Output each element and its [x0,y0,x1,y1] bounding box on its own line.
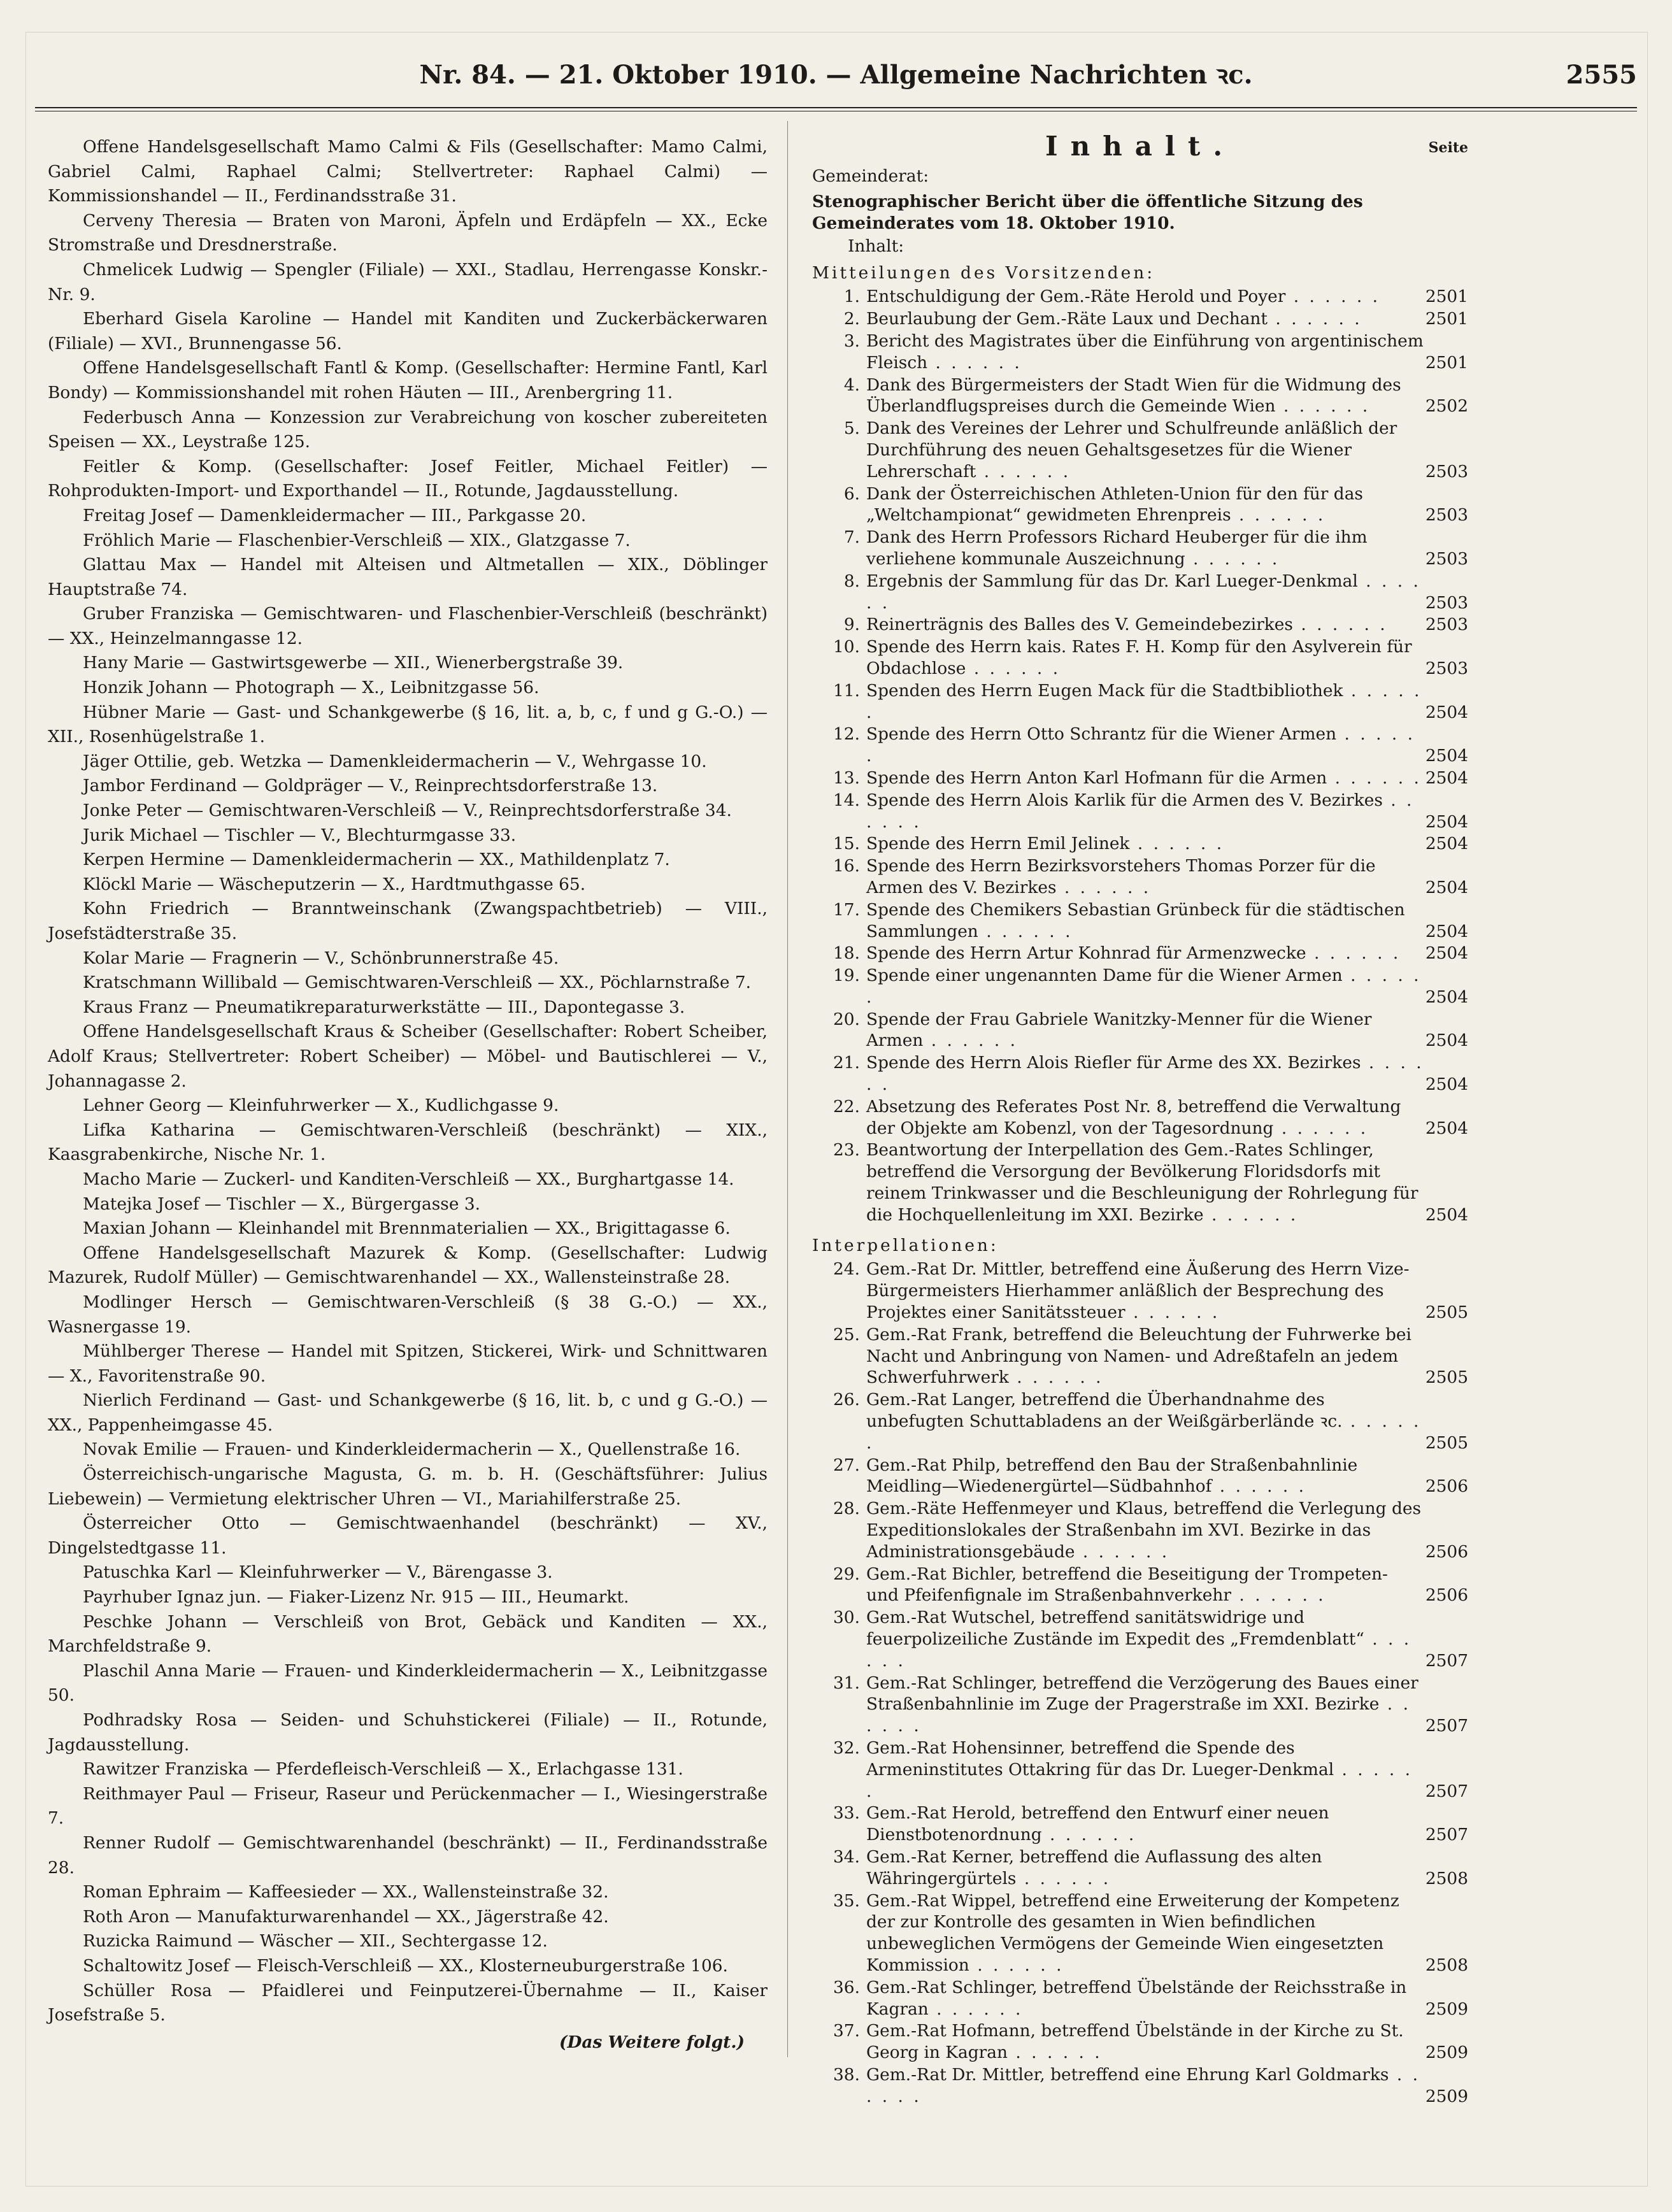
toc-item-number: 36. [833,1977,860,1997]
registry-entry: Reithmayer Paul — Friseur, Raseur und Perückenmacher — I., Wiesingerstraße 7. [48,1783,768,1829]
toc-item [812,308,1468,330]
toc-item [812,1890,1468,1976]
toc-leader-dots: . . . . . . [1231,1585,1326,1606]
toc-leader-dots: . . . . . . [1056,877,1152,897]
registry-entry: Macho Marie — Zuckerl- und Kanditen-Verschleiß — XX., Burghartgasse 14. [83,1169,734,1189]
registry-entry: Jurik Michael — Tischler — V., Blechturmgasse 33. [83,825,517,845]
toc-item-text [866,483,1425,527]
toc-item-page: 2508 [1425,1868,1468,1888]
toc-item-text [866,1607,1425,1671]
toc-item-title: Spende des Herrn kais. Rates F. H. Komp für den Asylverein für Obdachlose [866,637,1412,678]
toc-item-number: 28. [833,1499,860,1519]
toc-leader-dots: . . . . . . [1008,1367,1104,1388]
toc-item [812,571,1468,614]
toc-item-text [866,2020,1425,2064]
toc-item-title: Gem.-Räte Heffenmeyer und Klaus, betreffend die Verlegung des Expeditionslokales der Straßenbahn im XVI. Bezirke in das Administrationsgebäude [866,1499,1421,1562]
toc-item-page: 2507 [1425,1825,1468,1845]
toc-item-page: 2505 [1425,1367,1468,1388]
toc-item [812,833,1468,855]
toc-leader-dots: . . . . . . [866,1629,1412,1671]
toc-item-text [866,286,1425,308]
toc-item-text [866,899,1425,943]
toc-item-title: Gem.-Rat Philp, betreffend den Bau der Straßenbahnlinie Meidling—Wiedenergürtel—Südbahnhof [866,1455,1358,1497]
toc-item-title: Gem.-Rat Wippel, betreffend eine Erweiterung der Kompetenz der zur Kontrolle des gesamten in Wien befindlichen unbeweglichen Vermögens der Gemeinde Wien eingesetzten Kommission [866,1890,1399,1975]
toc-item [812,1846,1468,1890]
toc-item-title: Gem.-Rat Langer, betreffend die Überhandnahme des unbefugten Schuttabladens an der Weißgärberlände ꝛc. [866,1390,1343,1432]
toc-group-interpellationen [812,1235,1468,2108]
toc-item-number: 4. [843,375,860,395]
toc-item-number: 23. [833,1140,860,1160]
toc-item-page: 2509 [1425,1999,1468,2019]
toc-list [812,286,1468,1225]
toc-item-text [866,1890,1425,1976]
registry-entry: Kratschmann Willibald — Gemischtwaren-Verschleiß — XX., Pöchlarnstraße 7. [83,973,751,993]
report-title: Stenographischer Bericht über die öffentliche Sitzung des Gemeinderates vom 18. Oktober 1910. [812,191,1363,233]
toc-item [812,1564,1468,1607]
toc-leader-dots: . . . . . . [1075,1541,1170,1562]
toc-item-page: 2504 [1425,1204,1468,1225]
toc-item-page: 2506 [1425,1541,1468,1562]
registry-entry: Federbusch Anna — Konzession zur Verabreichung von koscher zubereiteten Speisen — XX., Leystraße 125. [48,407,768,452]
toc-item-page: 2504 [1425,702,1468,722]
toc-list [812,1259,1468,2107]
toc-item-title: Entschuldigung der Gem.-Räte Herold und Poyer [866,287,1286,307]
registry-entry: Hany Marie — Gastwirtsgewerbe — XII., Wienerbergstraße 39. [83,653,624,673]
toc-item-title: Spende des Herrn Alois Riefler für Arme des XX. Bezirkes [866,1053,1361,1073]
registry-entry: Fröhlich Marie — Flaschenbier-Verschleiß — XIX., Glatzgasse 7. [83,530,631,550]
registry-entry: Klöckl Marie — Wäscheputzerin — X., Hardtmuthgasse 65. [83,874,586,894]
toc-leader-dots: . . . . . . [1268,309,1362,329]
toc-item-page: 2504 [1425,834,1468,854]
toc-item [812,790,1468,833]
toc-item-number: 34. [833,1846,860,1867]
registry-entry: Mühlberger Therese — Handel mit Spitzen, Stickerei, Wirk- und Schnittwaren — X., Favoritenstraße 90. [48,1341,768,1386]
toc-item [812,527,1468,570]
toc-leader-dots: . . . . . . [1008,2043,1103,2063]
toc-item [812,1673,1468,1737]
registry-entry: Schüller Rosa — Pfaidlerei und Feinputzerei-Übernahme — II., Kaiser Josefstraße 5. [48,1980,768,2025]
toc-leader-dots: . . . . . . [966,658,1061,678]
toc-leader-dots: . . . . . . [1273,1118,1369,1138]
toc-item-text [866,1009,1425,1052]
toc-leader-dots: . . . . . . [978,921,1073,941]
toc-item-number: 24. [833,1259,860,1280]
toc-item-number: 9. [843,615,860,635]
toc-item [812,1455,1468,1498]
toc-item-number: 33. [833,1803,860,1823]
toc-item [812,375,1468,418]
continued-note: (Das Weitere folgt.) [559,2032,745,2052]
toc-leader-dots: . . . . . . [1203,1204,1299,1225]
toc-item-number: 35. [833,1890,860,1911]
toc-item-number: 18. [833,943,860,964]
toc-item-number: 25. [833,1324,860,1345]
toc-item [812,1096,1468,1139]
toc-item-page: 2504 [1425,767,1468,788]
toc-item [812,1052,1468,1095]
registry-entry: Rawitzer Franziska — Pferdefleisch-Verschleiß — X., Erlachgasse 131. [83,1759,683,1780]
toc-item-page: 2507 [1425,1781,1468,1801]
toc-leader-dots: . . . . . . [1016,1868,1111,1888]
toc-item-page: 2505 [1425,1302,1468,1323]
registry-entry: Kohn Friedrich — Branntweinschank (Zwangspachtbetrieb) — VIII., Josefstädterstraße 35. [48,899,768,943]
toc-leader-dots: . . . . . . [866,1411,1422,1453]
toc-item-number: 27. [833,1455,860,1475]
toc-item-page: 2504 [1425,1074,1468,1095]
toc-item-number: 22. [833,1096,860,1117]
toc-item-title: Dank des Vereines der Lehrer und Schulfreunde anläßlich der Durchführung des neuen Gehaltsgesetzes für die Wiener Lehrerschaft [866,418,1397,482]
toc-item-number: 5. [843,418,860,439]
toc-item-title: Beantwortung der Interpellation des Gem.-Rates Schlinger, betreffend die Versorgung der Bevölkerung Floridsdorfs mit reinem Trinkwasser und die Beschleunigung der Rohrlegung für die Hochquellenleitung im XXI. Bezirke [866,1140,1418,1225]
toc-leader-dots: . . . . . . [969,1955,1064,1975]
toc-item-number: 6. [843,483,860,504]
registry-entry: Payrhuber Ignaz jun. — Fiaker-Lizenz Nr. 915 — III., Heumarkt. [83,1587,629,1608]
toc-item-text [866,331,1425,374]
toc-leader-dots: . . . . . . [1211,1476,1307,1497]
toc-item [812,1607,1468,1671]
registry-entry: Chmelicek Ludwig — Spengler (Filiale) — XXI., Stadlau, Herrengasse Konskr.-Nr. 9. [48,259,768,304]
registry-entry: Plaschil Anna Marie — Frauen- und Kinderkleidermacherin — X., Leibnitzgasse 50. [48,1660,768,1706]
toc-leader-dots: . . . . . . [1129,834,1225,854]
toc-item-page: 2502 [1425,396,1468,417]
toc-item-text [866,1096,1425,1139]
toc-item [812,286,1468,308]
toc-item-title: Gem.-Rat Dr. Mittler, betreffend eine Ehrung Karl Goldmarks [866,2064,1389,2085]
toc-item-title: Spende des Herrn Alois Karlik für die Armen des V. Bezirkes [866,790,1383,810]
toc-item-page: 2504 [1425,1118,1468,1138]
registry-entry: Offene Handelsgesellschaft Mazurek & Komp. (Gesellschafter: Ludwig Mazurek, Rudolf Müller) — Gemischtwarenhandel — XX., Wallensteinstraße 28. [48,1243,768,1288]
registry-entry: Freitag Josef — Damenkleidermacher — III., Parkgasse 20. [83,505,587,525]
toc-item [812,1009,1468,1052]
header-title: Nr. 84. — 21. Oktober 1910. — Allgemeine Nachrichten ꝛc. [419,60,1253,90]
toc-item-text [866,375,1425,418]
toc-item-page: 2501 [1425,352,1468,373]
registry-entry: Maxian Johann — Kleinhandel mit Brennmaterialien — XX., Brigittagasse 6. [83,1218,731,1239]
toc-item-text [866,1977,1425,2020]
toc-item-text [866,1802,1425,1846]
registry-entry: Cerveny Theresia — Braten von Maroni, Äpfeln und Erdäpfeln — XX., Ecke Stromstraße und Dresdnerstraße. [48,210,768,255]
registry-entry: Kolar Marie — Fragnerin — V., Schönbrunnerstraße 45. [83,948,559,968]
toc-item-text [866,790,1425,833]
toc-item-title: Spende der Frau Gabriele Wanitzky-Menner für die Wiener Armen [866,1009,1372,1051]
toc-item [812,1139,1468,1225]
table-of-contents [812,129,1468,2108]
registry-entry: Patuschka Karl — Kleinfuhrwerker — V., Bärengasse 3. [83,1562,553,1583]
toc-item-page: 2504 [1425,987,1468,1007]
registry-entry: Novak Emilie — Frauen- und Kinderkleidermacherin — X., Quellenstraße 16. [83,1439,741,1460]
toc-leader-dots: . . . . . . [866,571,1421,613]
toc-item-title: Bericht des Magistrates über die Einführung von argentinischem Fleisch [866,331,1424,373]
toc-item-number: 7. [843,527,860,548]
toc-item [812,1389,1468,1453]
toc-item-text [866,614,1425,636]
toc-item [812,965,1468,1008]
toc-item-text [866,308,1425,330]
toc-leader-dots: . . . . . . [1275,396,1371,417]
registry-entry: Kraus Franz — Pneumatikreparaturwerkstätte — III., Dapontegasse 3. [83,997,685,1017]
toc-item-number: 13. [833,767,860,788]
toc-leader-dots: . . . . . . [866,724,1416,766]
toc-item-page: 2509 [1425,2086,1468,2106]
toc-item-number: 16. [833,856,860,876]
toc-item-number: 2. [843,309,860,329]
toc-item-title: Spende des Chemikers Sebastian Grünbeck für die städtischen Sammlungen [866,899,1405,941]
registry-entry: Honzik Johann — Photograph — X., Leibnitzgasse 56. [83,678,539,698]
toc-item-number: 38. [833,2064,860,2085]
toc-item-text [866,1052,1425,1095]
toc-page-label: Seite [1428,139,1468,156]
toc-item-page: 2503 [1425,658,1468,678]
registry-entry: Peschke Johann — Verschleiß von Brot, Gebäck und Kanditen — XX., Marchfeldstraße 9. [48,1611,768,1657]
toc-leader-dots: . . . . . . [1185,548,1280,569]
section-label: Gemeinderat: [812,166,929,186]
toc-item-number: 21. [833,1053,860,1073]
toc-item-title: Gem.-Rat Hofmann, betreffend Übelstände in der Kirche zu St. Georg in Kagran [866,2021,1404,2063]
toc-leader-dots: . . . . . . [866,1694,1411,1736]
toc-item-text [866,1455,1425,1498]
toc-item-title: Beurlaubung der Gem.-Räte Laux und Dechant [866,309,1268,329]
registry-entry: Roman Ephraim — Kaffeesieder — XX., Wallensteinstraße 32. [83,1882,609,1902]
toc-item-title: Gem.-Rat Frank, betreffend die Beleuchtung der Fuhrwerke bei Nacht und Anbringung von Namen- und Adreßtafeln an jedem Schwerfuhrwerk [866,1324,1411,1388]
toc-item [812,2064,1468,2108]
toc-item-page: 2504 [1425,746,1468,766]
toc-leader-dots: . . . . . . [1231,505,1326,525]
header-rule [35,107,1637,111]
toc-item-text [866,418,1425,482]
toc-item-page: 2503 [1425,505,1468,525]
toc-item-page: 2507 [1425,1650,1468,1671]
toc-leader-dots: . . . . . . [866,966,1422,1007]
toc-item-page: 2509 [1425,2043,1468,2063]
toc-leader-dots: . . . . . . [927,352,1022,373]
toc-item-text [866,2064,1425,2108]
toc-item-text [866,1673,1425,1737]
registry-entry: Österreichisch-ungarische Magusta, G. m. b. H. (Geschäftsführer: Julius Liebewein) — Vermietung elektrischer Uhren — VI., Mariahilferstraße 25. [48,1464,768,1509]
toc-group-mitteilungen [812,262,1468,1226]
toc-item-title: Gem.-Rat Dr. Mittler, betreffend eine Äußerung des Herrn Vize-Bürgermeisters Hierhammer anläßlich der Besprechung des Projektes einer Sanitätssteuer [866,1259,1410,1323]
toc-item [812,899,1468,943]
toc-item-number: 32. [833,1737,860,1758]
registry-entry: Österreicher Otto — Gemischtwaenhandel (beschränkt) — XV., Dingelstedtgasse 11. [48,1513,768,1558]
toc-item-page: 2505 [1425,1432,1468,1453]
registry-entry: Jambor Ferdinand — Goldpräger — V., Reinprechtsdorferstraße 13. [83,776,658,796]
toc-item-text [866,855,1425,899]
inhalt-label: Inhalt: [848,236,904,256]
toc-item-number: 10. [833,637,860,657]
registry-entry: Lehner Georg — Kleinfuhrwerker — X., Kudlichgasse 9. [83,1095,559,1116]
toc-item [812,1977,1468,2020]
toc-item-number: 11. [833,680,860,701]
toc-item-number: 30. [833,1608,860,1628]
toc-leader-dots: . . . . . . [976,461,1071,482]
toc-leader-dots: . . . . . . [866,790,1415,832]
toc-item-number: 19. [833,966,860,986]
toc-item-text [866,680,1425,724]
toc-item-text [866,1139,1425,1225]
toc-item-page: 2501 [1425,309,1468,329]
toc-item-number: 14. [833,790,860,810]
registry-entry: Renner Rudolf — Gemischtwarenhandel (beschränkt) — II., Ferdinandsstraße 28. [48,1832,768,1878]
registry-entry: Hübner Marie — Gast- und Schankgewerbe (§ 16, lit. a, b, c, f und g G.-O.) — XII., Rosenhügelstraße 1. [48,702,768,747]
toc-item-number: 31. [833,1673,860,1693]
toc-item-page: 2503 [1425,615,1468,635]
toc-item-text [866,724,1425,767]
toc-item-text [866,1324,1425,1388]
page-header [35,50,1637,101]
registry-entry: Matejka Josef — Tischler — X., Bürgergasse 3. [83,1194,481,1214]
registry-entry: Modlinger Hersch — Gemischtwaren-Verschleiß (§ 38 G.-O.) — XX., Wasnergasse 19. [48,1292,768,1337]
toc-item-page: 2506 [1425,1585,1468,1606]
toc-item-title: Spende des Herrn Emil Jelinek [866,834,1130,854]
toc-item-title: Absetzung des Referates Post Nr. 8, betreffend die Verwaltung der Objekte am Kobenzl, von der Tagesordnung [866,1096,1401,1138]
toc-item [812,614,1468,636]
toc-item [812,943,1468,964]
toc-item-title: Spende des Herrn Artur Kohnrad für Armenzwecke [866,943,1306,964]
registry-entry: Lifka Katharina — Gemischtwaren-Verschleiß (beschränkt) — XIX., Kaasgrabenkirche, Nische Nr. 1. [48,1120,768,1165]
toc-item [812,855,1468,899]
toc-item-title: Spende einer ungenannten Dame für die Wiener Armen [866,966,1343,986]
toc-item-page: 2501 [1425,287,1468,307]
registry-entries [48,135,768,2028]
toc-item-page: 2504 [1425,921,1468,941]
toc-item-text [866,1737,1425,1802]
toc-item-number: 3. [843,331,860,351]
registry-entry: Schaltowitz Josef — Fleisch-Verschleiß — XX., Klosterneuburgerstraße 106. [83,1955,728,1976]
toc-item-number: 1. [843,287,860,307]
page-number: 2555 [1566,60,1637,90]
toc-item [812,331,1468,374]
toc-leader-dots: . . . . . . [1041,1825,1137,1845]
toc-item-text [866,833,1425,855]
registry-entry: Ruzicka Raimund — Wäscher — XII., Sechtergasse 12. [83,1931,548,1952]
toc-item [812,636,1468,680]
toc-item [812,1259,1468,1323]
registry-entry: Roth Aron — Manufakturwarenhandel — XX., Jägerstraße 42. [83,1906,609,1927]
toc-item-page: 2504 [1425,943,1468,964]
toc-item-text [866,1498,1425,1562]
toc-leader-dots: . . . . . . [1327,767,1422,788]
toc-leader-dots: . . . . . . [866,680,1422,722]
toc-item [812,418,1468,482]
toc-item-title: Gem.-Rat Kerner, betreffend die Auflassung des alten Währingergürtels [866,1846,1322,1888]
toc-item-text [866,965,1425,1008]
toc-item [812,483,1468,527]
toc-item [812,1498,1468,1562]
toc-item-page: 2506 [1425,1476,1468,1497]
toc-item-title: Spende des Herrn Anton Karl Hofmann für die Armen [866,767,1327,788]
group-heading: Mitteilungen des Vorsitzenden: [812,262,1155,283]
toc-leader-dots: . . . . . . [928,1999,1024,2019]
registry-entry: Kerpen Hermine — Damenkleidermacherin — XX., Mathildenplatz 7. [83,850,670,870]
toc-item-title: Dank des Herrn Professors Richard Heuberger für die ihm verliehene kommunale Auszeichnung [866,527,1368,569]
toc-item-page: 2503 [1425,592,1468,613]
toc-item-title: Reinerträgnis des Balles des V. Gemeindebezirkes [866,615,1293,635]
toc-item-number: 26. [833,1390,860,1410]
toc-item-text [866,527,1425,570]
group-heading: Interpellationen: [812,1235,999,1255]
toc-leader-dots: . . . . . . [866,1759,1413,1801]
registry-entry: Offene Handelsgesellschaft Mamo Calmi & Fils (Gesellschafter: Mamo Calmi, Gabriel Calmi, Raphael Calmi; Stellvertreter: Raphael Calmi) — Kommissionshandel — II., Ferdinandsstraße 31. [48,137,768,206]
registry-entry: Podhradsky Rosa — Seiden- und Schuhstickerei (Filiale) — II., Rotunde, Jagdausstellung. [48,1710,768,1755]
toc-leader-dots: . . . . . . [1306,943,1401,964]
toc-leader-dots: . . . . . . [1285,287,1381,307]
toc-item-title: Dank des Bürgermeisters der Stadt Wien für die Widmung des Überlandflugspreises durch die Gemeinde Wien [866,375,1401,417]
toc-leader-dots: . . . . . . [1292,615,1388,635]
toc-item [812,680,1468,724]
toc-item-title: Spenden des Herrn Eugen Mack für die Stadtbibliothek [866,680,1343,701]
toc-item [812,1802,1468,1846]
registry-entry: Offene Handelsgesellschaft Kraus & Scheiber (Gesellschafter: Robert Scheiber, Adolf Kraus; Stellvertreter: Robert Scheiber) — Möbel- und Bautischlerei — V., Johannagasse 2. [48,1022,768,1091]
registry-entry: Jonke Peter — Gemischtwaren-Verschleiß — V., Reinprechtsdorferstraße 34. [83,801,732,821]
toc-item-number: 8. [843,571,860,591]
registry-entry: Jäger Ottilie, geb. Wetzka — Damenkleidermacherin — V., Wehrgasse 10. [83,751,707,771]
toc-item-page: 2503 [1425,548,1468,569]
toc-item-title: Gem.-Rat Schlinger, betreffend Übelstände der Reichsstraße in Kagran [866,1977,1407,2019]
toc-item-title: Ergebnis der Sammlung für das Dr. Karl Lueger-Denkmal [866,571,1358,591]
toc-item-title: Gem.-Rat Wutschel, betreffend sanitätswidrige und feuerpolizeiliche Zustände im Expedit des „Fremdenblatt“ [866,1608,1364,1649]
toc-leader-dots: . . . . . . [1125,1302,1220,1323]
registry-entry: Offene Handelsgesellschaft Fantl & Komp. (Gesellschafter: Hermine Fantl, Karl Bondy) — Kommissionshandel mit rohen Häuten — III., Arenbergring 11. [48,358,768,403]
toc-item-text [866,1389,1425,1453]
toc-item [812,1324,1468,1388]
toc-item-title: Spende des Herrn Bezirksvorstehers Thomas Porzer für die Armen des V. Bezirkes [866,856,1376,897]
toc-leader-dots: . . . . . . [866,2064,1420,2106]
toc-item-text [866,1564,1425,1607]
toc-title: Inhalt. [1045,131,1235,162]
toc-header [812,129,1468,164]
toc-item-title: Spende des Herrn Otto Schrantz für die Wiener Armen [866,724,1337,745]
toc-item [812,1737,1468,1802]
registry-entry: Gruber Franziska — Gemischtwaren- und Flaschenbier-Verschleiß (beschränkt) — XX., Heinzelmanngasse 12. [48,604,768,648]
toc-item-page: 2508 [1425,1955,1468,1975]
toc-item [812,2020,1468,2064]
toc-item-page: 2507 [1425,1716,1468,1736]
toc-item-number: 15. [833,834,860,854]
toc-item-number: 37. [833,2021,860,2041]
toc-item-text [866,943,1425,964]
business-registry-column [48,135,768,2055]
toc-item-text [866,1846,1425,1890]
toc-leader-dots: . . . . . . [923,1031,1018,1051]
toc-item-title: Gem.-Rat Bichler, betreffend die Beseitigung der Trompeten- und Pfeifenfignale im Straßenbahnverkehr [866,1564,1388,1606]
toc-item-title: Gem.-Rat Herold, betreffend den Entwurf einer neuen Dienstbotenordnung [866,1803,1329,1845]
toc-item-text [866,1259,1425,1323]
toc-item-text [866,636,1425,680]
toc-item [812,767,1468,789]
toc-item-title: Gem.-Rat Schlinger, betreffend die Verzögerung des Baues einer Straßenbahnlinie im Zuge der Pragerstraße im XXI. Bezirke [866,1673,1418,1715]
toc-item-page: 2504 [1425,811,1468,832]
toc-item-text [866,571,1425,614]
toc-item-text [866,767,1425,789]
toc-item-page: 2504 [1425,877,1468,897]
toc-item [812,724,1468,767]
registry-entry: Nierlich Ferdinand — Gast- und Schankgewerbe (§ 16, lit. b, c und g G.-O.) — XX., Pappenheimgasse 45. [48,1390,768,1435]
column-divider [787,121,788,2057]
toc-leader-dots: . . . . . . [866,1053,1424,1095]
toc-item-title: Dank der Österreichischen Athleten-Union für den für das „Weltchampionat“ gewidmeten Ehrenpreis [866,483,1363,525]
toc-item-number: 12. [833,724,860,745]
toc-item-page: 2503 [1425,461,1468,482]
toc-item-number: 29. [833,1564,860,1584]
registry-entry: Feitler & Komp. (Gesellschafter: Josef Feitler, Michael Feitler) — Rohprodukten-Import- und Exporthandel — II., Rotunde, Jagdausstellung. [48,456,768,501]
registry-entry: Eberhard Gisela Karoline — Handel mit Kanditen und Zuckerbäckerwaren (Filiale) — XVI., Brunnengasse 56. [48,309,768,353]
toc-item-number: 20. [833,1009,860,1029]
toc-item-title: Gem.-Rat Hohensinner, betreffend die Spende des Armeninstitutes Ottakring für das Dr. Lueger-Denkmal [866,1737,1334,1780]
toc-item-number: 17. [833,899,860,920]
toc-item-page: 2504 [1425,1031,1468,1051]
registry-entry: Glattau Max — Handel mit Alteisen und Altmetallen — XIX., Döblinger Hauptstraße 74. [48,555,768,599]
